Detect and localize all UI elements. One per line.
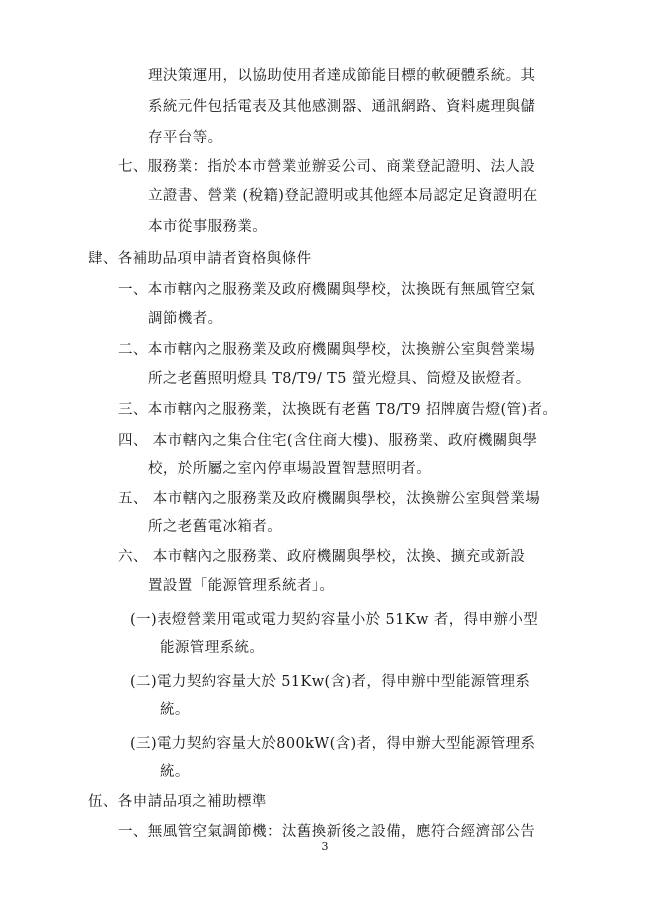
text-line: 統。 — [160, 764, 190, 780]
text-line: 所之老舊電冰箱者。 — [148, 519, 283, 535]
text-line: 本市從事服務業。 — [148, 219, 268, 235]
section-heading: 伍、各申請品項之補助標準 — [88, 794, 267, 810]
text-line: 二、本市轄內之服務業及政府機關與學校，汰換辦公室與營業場 — [118, 342, 536, 358]
text-line: 一、無風管空氣調節機：汰舊換新後之設備，應符合經濟部公告 — [118, 824, 536, 840]
text-line: 一、本市轄內之服務業及政府機關與學校，汰換既有無風管空氣 — [118, 282, 536, 298]
page-number: 3 — [321, 840, 329, 853]
text-line: 系統元件包括電表及其他感測器、通訊網路、資料處理與儲 — [148, 99, 536, 115]
text-line: 校，於所屬之室內停車場設置智慧照明者。 — [148, 461, 432, 477]
text-line: 所之老舊照明燈具 T8/T9/ T5 螢光燈具、筒燈及嵌燈者。 — [148, 371, 531, 387]
text-line: 統。 — [160, 702, 190, 718]
text-line: 六、 本市轄內之服務業、政府機關與學校，汰換、擴充或新設 — [118, 549, 526, 565]
text-line: 存平台等。 — [148, 130, 223, 146]
text-line: 立證書、營業 (稅籍)登記證明或其他經本局認定足資證明在 — [148, 188, 538, 204]
text-line: 七、服務業：指於本市營業並辦妥公司、商業登記證明、法人設 — [118, 159, 536, 175]
text-line: 置設置「能源管理系統者」。 — [148, 578, 335, 594]
text-line: 調節機者。 — [148, 311, 223, 327]
text-line: 理決策運用，以協助使用者達成節能目標的軟硬體系統。其 — [148, 68, 536, 84]
text-line: (三)電力契約容量大於800kW(含)者，得申辦大型能源管理系 — [130, 736, 536, 752]
section-heading: 肆、各補助品項申請者資格與條件 — [88, 251, 312, 267]
text-line: 五、 本市轄內之服務業及政府機關與學校，汰換辦公室與營業場 — [118, 491, 541, 507]
text-line: (一)表燈營業用電或電力契約容量小於 51Kw 者，得申辦小型 — [130, 612, 539, 628]
text-line: (二)電力契約容量大於 51Kw(含)者，得申辦中型能源管理系 — [130, 674, 531, 690]
text-line: 三、本市轄內之服務業，汰換既有老舊 T8/T9 招牌廣告燈(管)者。 — [118, 402, 558, 418]
text-line: 四、 本市轄內之集合住宅(含住商大樓)、服務業、政府機關與學 — [118, 433, 538, 449]
text-line: 能源管理系統。 — [160, 640, 265, 656]
